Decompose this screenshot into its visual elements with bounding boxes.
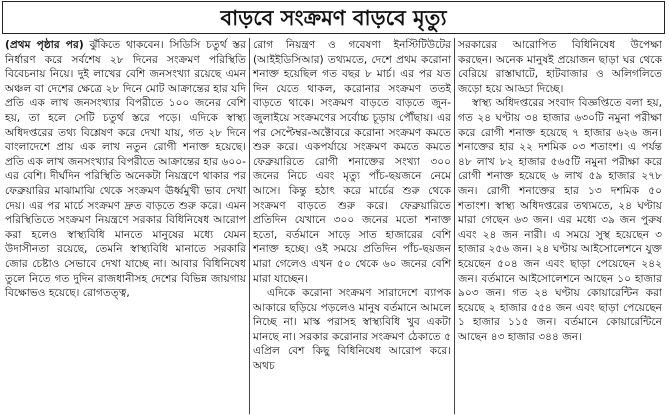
- paragraph: সরকারের আরোপিত বিধিনিষেধ উপেক্ষা করছেন। অনেক মানুষই প্রয়োজন ছাড়া ঘর থেকে বেরিয়ে রাস্তাঘাটে, হাটবাজার ও অলিগলিতে জড়ো হয়ে আড্ডা দিচ্ছে।: [458, 39, 662, 95]
- article-column-1: [2, 38, 249, 414]
- article-column-3: [454, 38, 665, 414]
- paragraph: এদিকে করোনা সংক্রমণ সারাদেশে ব্যাপক আকারে ছড়িয়ে পড়লেও মানুষ বর্তমানে আমলে নিচ্ছে না। মাস্ক পরাসহ স্বাস্থ্যবিধি খুব একটা মানছে না। সরকার করোনার সংক্রমণ ঠেকাতে ৫ এপ্রিল বেশ কিছু বিধিনিষেধ আরোপ করে। অথচ: [253, 287, 451, 373]
- paragraph: রোগ নিয়ন্ত্রণ ও গবেষণা ইনস্টিটিউটের (আইইডিসিআর) তথ্যমতে, দেশে প্রথম করোনা শনাক্ত হয়েছিল গত বছর ৮ মার্চ। এর পর যত দিন যেতে থাকল, করোনার সংক্রমণ ততই বাড়তে থাকে। সংক্রমণ বাড়তে বাড়তে জুন-জুলাইয়ে সংক্রমণের সর্বোচ্চ চূড়ায় পৌঁছায়। এর পর সেপ্টেম্বর-অক্টোবরে করোনা সংক্রমণ কমতে শুরু করে। একপর্যায়ে সংক্রমণ কমতে কমতে ফেব্রুয়ারিতে রোগী শনাক্তের সংখ্যা ৩০০ জনের নিচে এবং মৃত্যু পাঁচ-ছয়জনে নেমে আসে। কিন্তু হঠাৎ করে মার্চের শুরু থেকে সংক্রমণ বাড়তে শুরু করে। ফেব্রুয়ারিতে প্রতিদিন যেখানে ৩০০ জনের মতো শনাক্ত হতো, বর্তমানে সাড়ে সাত হাজারের বেশি শনাক্ত হচ্ছে। ওই সময়ে প্রতিদিন পাঁচ-ছয়জন মারা গেলেও এখন ৫০ থেকে ৬০ জনের বেশি মারা যাচ্ছেন।: [253, 39, 451, 285]
- paragraph: ঝুঁকিতে থাকবেন। সিডিসি চতুর্থ স্তর নির্ধারণ করে সর্বশেষ ২৮ দিনের সংক্রমণ পরিস্থিতি বিবেচনায় নিয়ে। দুই লাখের বেশি জনসংখ্যা রয়েছে এমন অঞ্চল বা দেশের ক্ষেত্রে ২৮ দিনে মোট আক্রান্তের হার যদি প্রতি এক লাখ জনসংখ্যার বিপরীতে ১০০ জনের বেশি হয়, তা হলে সেটি চতুর্থ স্তরে পড়ে। এদিকে স্বাস্থ্য অধিদপ্তরের তথ্য বিশ্লেষণ করে দেখা যায়, গত ২৮ দিনে বাংলাদেশে প্রায় এক লাখ নতুন রোগী শনাক্ত হয়েছে। প্রতি এক লাখ জনসংখ্যার বিপরীতে আক্রান্তের হার ৬০০-এর বেশি। দীর্ঘদিন পরিস্থিতি অনেকটা নিয়ন্ত্রণে থাকার পর ফেব্রুয়ারির মাঝামাঝি থেকে সংক্রমণ ঊর্ধ্বমুখী ভাব দেখা দেয়। এর পর মার্চে সংক্রমণ দ্রুত বাড়তে শুরু করে। এমন পরিস্থিতিতে সংক্রমণ নিয়ন্ত্রণে সরকার বিধিনিষেধ আরোপ করা হলেও স্বাস্থ্যবিধি মানতে মানুষের মধ্যে যেমন উদাসীনতা রয়েছে, তেমনি স্বাস্থ্যবিধি মানাতে সরকারি জোর চেষ্টাও সেভাবে দেখা যাচ্ছে না। আবার বিধিনিষেধ তুলে নিতে গত দুদিন রাজধানীসহ দেশের বিভিন্ন জায়গায় বিক্ষোভও হয়েছে। রোগতত্ত্ব,: [5, 39, 246, 300]
- headline-box: [2, 1, 665, 34]
- continuation-lead: (প্রথম পৃষ্ঠার পর): [5, 39, 84, 51]
- article-column-2: [249, 38, 454, 414]
- paragraph: স্বাস্থ্য অধিদপ্তরের সংবাদ বিজ্ঞপ্তিতে বলা হয়, গত ২৪ ঘণ্টায় ৩৪ হাজার ৬৩০টি নমুনা পরীক্ষা করে রোগী শনাক্ত হয়েছে ৭ হাজার ৬২৬ জন। শনাক্তের হার ২২ দশমিক ০৩ শতাংশ। এ পর্যন্ত ৪৮ লাখ ৮২ হাজার ৫৬৫টি নমুনা পরীক্ষা করে রোগী শনাক্ত হয়েছে ৬ লাখ ৫৯ হাজার ২৭৮ জন। রোগী শনাক্তের হার ১৩ দশমিক ৫০ শতাংশ। স্বাস্থ্য অধিদপ্তরের তথ্যমতে, ২৪ ঘণ্টায় মারা গেছেন ৬৩ জন। এর মধ্যে ৩৯ জন পুরুষ এবং ২৪ জন নারী। এ সময়ে সুস্থ হয়েছেন ৩ হাজার ২৫৬ জন। ২৪ ঘণ্টায় আইসোলেশনে যুক্ত হয়েছেন ৫০৪ জন এবং ছাড়া পেয়েছেন ২৪২ জন। বর্তমানে আইসোলেশনে আছেন ১০ হাজার ৯০৩ জন। গত ২৪ ঘণ্টায় কোয়ারেন্টিন করা হয়েছে ২ হাজার ৫৫৪ জন এবং ছাড়া পেয়েছেন ১ হাজার ১১৫ জন। বর্তমানে কোয়ারেন্টিনে আছেন ৪৩ হাজার ৩৪৪ জন।: [458, 97, 662, 343]
- headline: বাড়বে সংক্রমণ বাড়বে মৃত্যু: [220, 5, 447, 30]
- article-columns: [2, 38, 665, 414]
